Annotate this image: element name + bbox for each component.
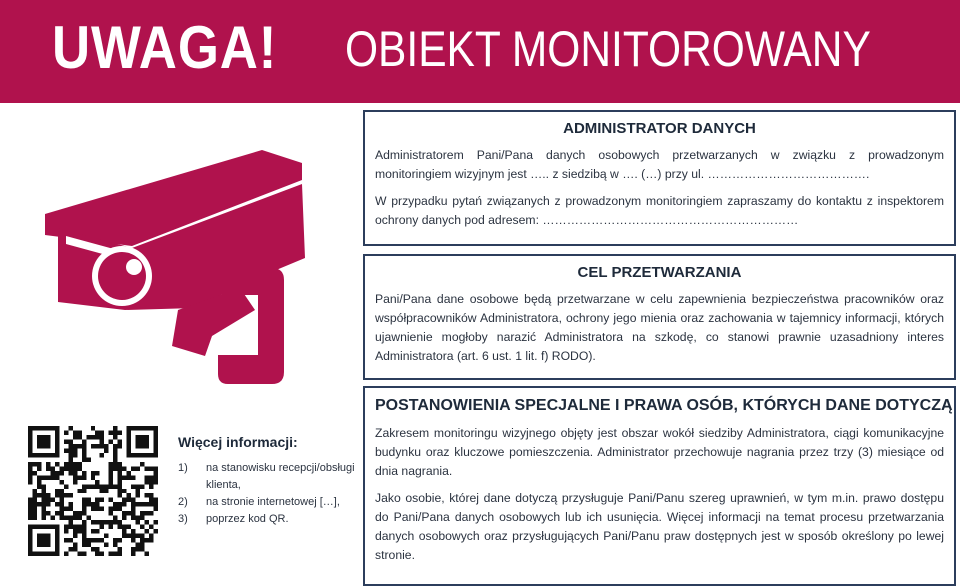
scope-paragraph: Zakresem monitoringu wizyjnego objęty jest obszar wokół siedziby Administratora, ciągi komunikacyjne budynku oraz kluczowe pomieszczenia. Administrator przechowuje nagrania przez trzy (3) miesiące od dnia nagrania. xyxy=(375,426,944,478)
administrator-heading: ADMINISTRATOR DANYCH xyxy=(563,120,756,137)
contact-paragraph: W przypadku pytań związanych z prowadzonym monitoringiem zapraszamy do kontaktu z inspektorem ochrony danych pod adresem: ……………………………………………………… xyxy=(375,194,944,227)
special-provisions-section xyxy=(363,386,956,586)
list-item xyxy=(178,494,356,511)
administrator-paragraph: Administratorem Pani/Pana danych osobowych przetwarzanych w związku z prowadzonym monitoringiem wizyjnym jest ….. z siedzibą w …. (…) przy ul. …………………………………. xyxy=(375,148,944,181)
list-item-text: na stanowisku recepcji/obsługi klienta, xyxy=(206,462,355,491)
list-item-number: 3) xyxy=(178,513,188,525)
more-info-list xyxy=(178,460,356,528)
purpose-paragraph: Pani/Pana dane osobowe będą przetwarzane w celu zapewnienia bezpieczeństwa pracowników oraz współpracowników Administratora, ochrony jego mienia oraz zachowania w tajemnicy informacji, których ujawnienie mogłoby narazić Administratora na szkodę, co stanowi prawnie uzasadniony interes Administratora (art. 6 ust. 1 lit. f) RODO). xyxy=(375,292,944,363)
purpose-heading: CEL PRZETWARZANIA xyxy=(577,264,742,281)
qr-code-icon xyxy=(28,426,158,556)
list-item-number: 1) xyxy=(178,462,188,474)
monitored-object-heading: OBIEKT MONITOROWANY xyxy=(345,21,871,77)
warning-heading: UWAGA! xyxy=(52,14,278,81)
list-item xyxy=(178,511,356,528)
header-banner xyxy=(0,0,960,103)
list-item-text: na stronie internetowej […], xyxy=(206,496,340,508)
administrator-section xyxy=(363,110,956,246)
list-item-text: poprzez kod QR. xyxy=(206,513,289,525)
list-item-number: 2) xyxy=(178,496,188,508)
list-item xyxy=(178,460,356,494)
special-provisions-heading: POSTANOWIENIA SPECJALNE I PRAWA OSÓB, KTÓRYCH DANE DOTYCZĄ xyxy=(375,397,953,414)
more-info-title: Więcej informacji: xyxy=(178,434,298,450)
cctv-camera-icon xyxy=(40,140,330,390)
purpose-section xyxy=(363,254,956,380)
more-info-panel xyxy=(178,432,356,528)
rights-paragraph: Jako osobie, której dane dotyczą przysługuje Pani/Panu szereg uprawnień, w tym m.in. prawo dostępu do Pani/Pana danych osobowych lub ich usunięcia. Więcej informacji na temat procesu przetwarzania danych osobowych oraz przysługujących Pani/Panu praw dostępnych jest w sposób określony po lewej stronie. xyxy=(375,491,944,562)
